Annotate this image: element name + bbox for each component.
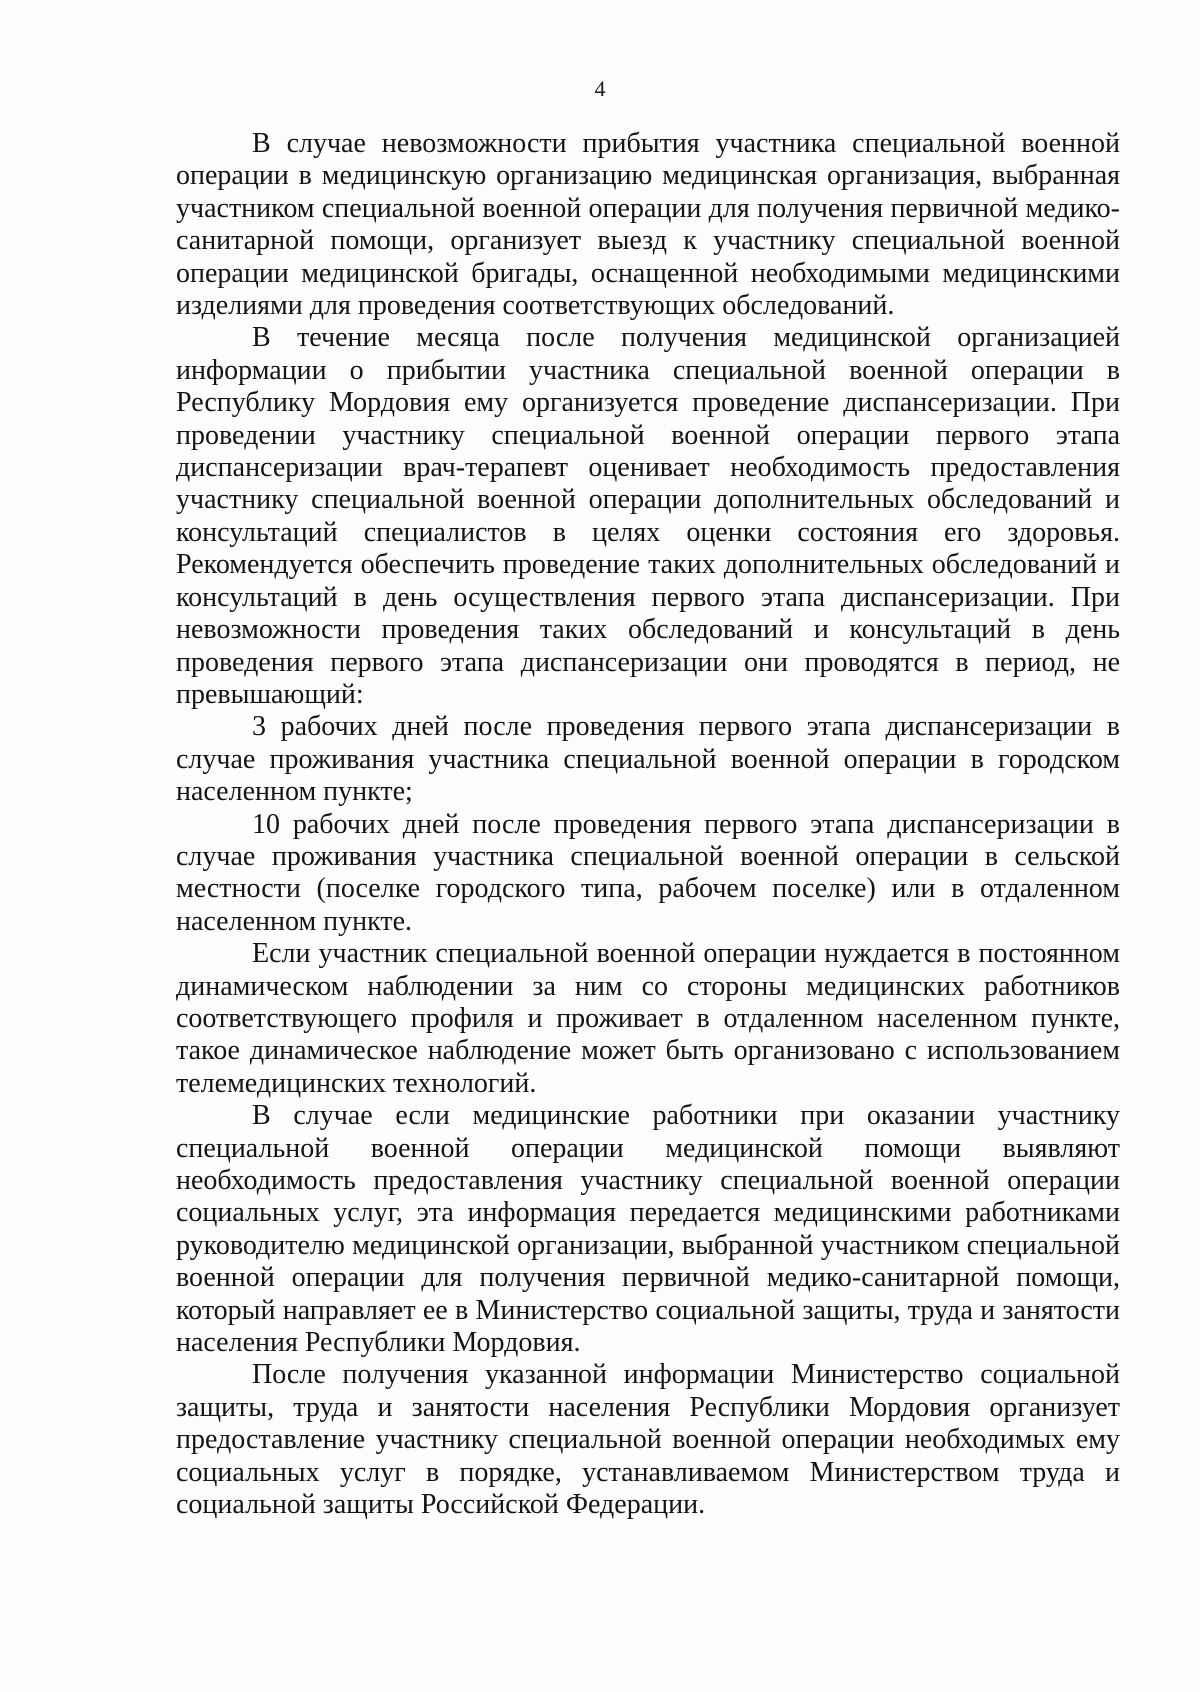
paragraph-urban-term: 3 рабочих дней после проведения первого этапа диспансеризации в случае проживания участника специальной военной операции в городском населенном пункте; [176,711,1120,808]
paragraph-telemedicine: Если участник специальной военной операции нуждается в постоянном динамическом наблюдении за ним со стороны медицинских работников соответствующего профиля и проживает в отдаленном населенном пункте, такое динамическое наблюдение может быть организовано с использованием телемедицинских технологий. [176,938,1120,1099]
paragraph-rural-term: 10 рабочих дней после проведения первого этапа диспансеризации в случае проживания участника специальной военной операции в сельской местности (поселке городского типа, рабочем поселке) или в отдаленном населенном пункте. [176,808,1120,937]
document-body [176,128,1120,1521]
paragraph-social-services-provision: После получения указанной информации Министерство социальной защиты, труда и занятости населения Республики Мордовия организует предоставление участнику специальной военной операции необходимых ему социальных услуг в порядке, устанавливаемом Министерством труда и социальной защиты Российской Федерации. [176,1359,1120,1521]
page-number: 4 [594,76,606,101]
paragraph-medical-team-visit: В случае невозможности прибытия участника специальной военной операции в медицинскую организацию медицинская организация, выбранная участником специальной военной операции для получения первичной медико-санитарной помощи, организует выезд к участнику специальной военной операции медицинской бригады, оснащенной необходимыми медицинскими изделиями для проведения соответствующих обследований. [176,128,1120,322]
paragraph-social-services-need: В случае если медицинские работники при оказании участнику специальной военной операции медицинской помощи выявляют необходимость предоставления участнику специальной военной операции социальных услуг, эта информация передается медицинскими работниками руководителю медицинской организации, выбранной участником специальной военной операции для получения первичной медико-санитарной помощи, который направляет ее в Министерство социальной защиты, труда и занятости населения Республики Мордовия. [176,1100,1120,1359]
paragraph-dispensary-examination: В течение месяца после получения медицинской организацией информации о прибытии участника специальной военной операции в Республику Мордовия ему организуется проведение диспансеризации. При проведении участнику специальной военной операции первого этапа диспансеризации врач-терапевт оценивает необходимость предоставления участнику специальной военной операции дополнительных обследований и консультаций специалистов в целях оценки состояния его здоровья. Рекомендуется обеспечить проведение таких дополнительных обследований и консультаций в день осуществления первого этапа диспансеризации. При невозможности проведения таких обследований и консультаций в день проведения первого этапа диспансеризации они проводятся в период, не превышающий: [176,322,1120,710]
